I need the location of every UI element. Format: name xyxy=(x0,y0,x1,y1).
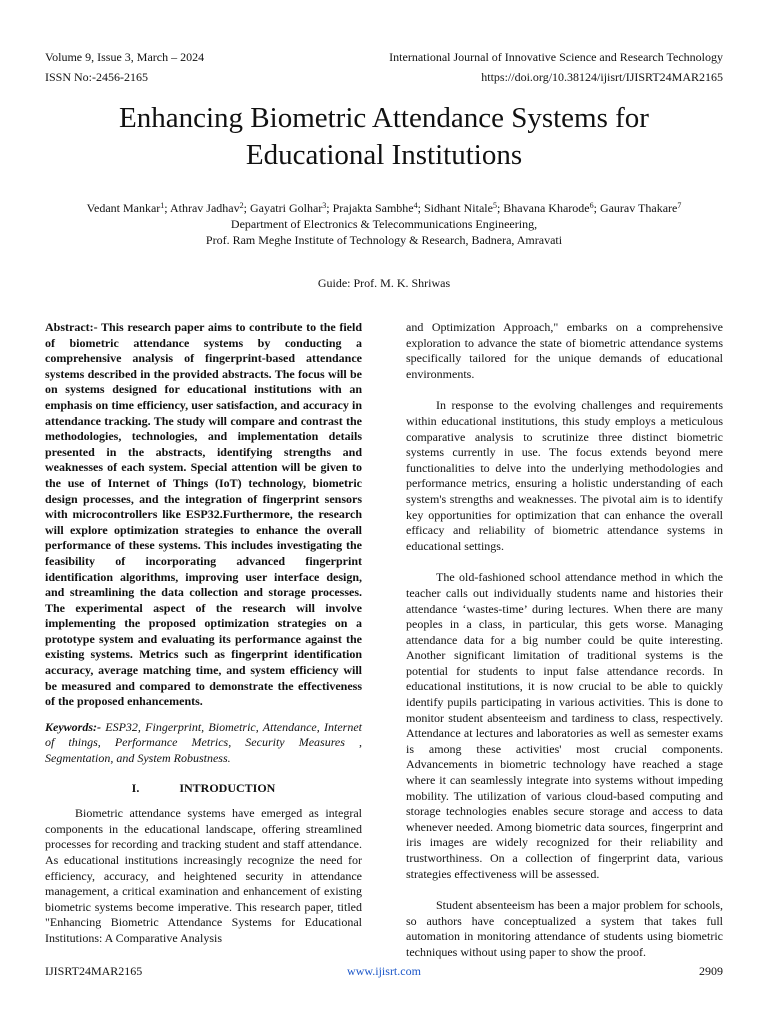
guide: Guide: Prof. M. K. Shriwas xyxy=(317,276,451,290)
abstract: Abstract:- This research paper aims to contribute to the field of biometric attendance systems by conducting a comprehensive analysis of fingerprint-based attendance systems described in the provided abstracts. The focus will be on systems designed for educational institutions with an emphasis on time efficiency, user satisfaction, and accuracy in attendance tracking. The study will compare and contrast the methodologies, technologies, and implementation details presented in the abstracts, identifying strengths and weaknesses of each system. Special attention will be given to the use of Internet of Things (IoT) technology, biometric design processes, and the integration of fingerprint sensors with microcontrollers like ESP32.Furthermore, the research will explore optimization strategies to enhance the overall performance of these systems. This includes investigating the feasibility of incorporating advanced fingerprint identification algorithms, improving user interface design, and streamlining the data collection and storage processes. The experimental aspect of the research will involve implementing the proposed optimization strategies on a prototype system and evaluating its performance against the existing systems. Metrics such as fingerprint identification accuracy, average matching time, and system efficiency will be measured and compared to demonstrate the effectiveness of the proposed enhancements. xyxy=(45,320,362,709)
section-number: I. xyxy=(131,780,140,795)
intro-paragraph: Biometric attendance systems have emerged as integral components in the educational landscape, offering streamlined processes for recording and tracking student and staff attendance. As educational institutions increasingly recognize the need for efficiency, accuracy, and heightened security in attendance management, a critical examination and enhancement of existing biometric systems become imperative. This research paper, titled "Enhancing Biometric Attendance Systems for Educational Institutions: A Comparative Analysis xyxy=(45,806,362,945)
journal-name: International Journal of Innovative Science and Research Technology xyxy=(389,50,723,64)
footer-page-number: 2909 xyxy=(699,964,723,978)
author-block xyxy=(0,200,768,248)
section-title: INTRODUCTION xyxy=(179,780,276,795)
title-line-1: Enhancing Biometric Attendance Systems for xyxy=(119,102,649,134)
department: Department of Electronics & Telecommunications Engineering, xyxy=(230,217,538,231)
author-affiliation-mark: 3 xyxy=(322,201,327,210)
author-affiliation-mark: 2 xyxy=(239,201,244,210)
volume-info: Volume 9, Issue 3, March – 2024 xyxy=(45,50,205,64)
section-heading xyxy=(45,781,362,797)
author-affiliation-mark: 1 xyxy=(160,201,165,210)
title-line-2: Educational Institutions xyxy=(245,139,523,171)
body-paragraph-3: The old-fashioned school attendance method in which the teacher calls out individually students name and histories their attendance ‘wastes-time’ during lectures. When there are many peoples in a class, in particular, this gets worse. Managing attendance data for a big number could be quite interesting. Another significant limitation of traditional systems is the potential for students to input false attendance records. In educational institutions, it is now crucial to be able to quickly identify pupils participating in various activities. This is done to monitor student absenteeism and tardiness to class, respectively. Attendance at lectures and laboratories as well as semester exams is among these activities' most crucial components. Advancements in biometric technology have reached a stage where it can seamlessly integrate into systems without impeding mobility. The utilization of various cloud-based computing and storage technologies enables secure storage and access to data whenever needed. Among biometric data sources, fingerprint and iris images are widely recognized for their reliability and trustworthiness. On a collection of fingerprint data, various strategies effectiveness will be assessed. xyxy=(406,570,723,881)
author-name: Prajakta Sambhe xyxy=(332,201,414,215)
keywords-text: ESP32, Fingerprint, Biometric, Attendance, Internet of things, Performance Metrics, Security Measures , Segmentation, and System Robustness. xyxy=(45,719,362,766)
doi-link[interactable]: https://doi.org/10.38124/ijisrt/IJISRT24MAR2165 xyxy=(481,70,723,84)
body-paragraph-4: Student absenteeism has been a major problem for schools, so authors have conceptualized a system that takes full automation in monitoring attendance of students using biometric techniques without using paper to show the proof. xyxy=(406,898,723,959)
issn: ISSN No:-2456-2165 xyxy=(45,70,149,84)
author-affiliation-mark: 7 xyxy=(677,201,682,210)
author-name: Bhavana Kharode xyxy=(503,201,590,215)
keywords-label: Keywords:- xyxy=(45,719,101,734)
institute: Prof. Ram Meghe Institute of Technology & Research, Badnera, Amravati xyxy=(205,233,563,247)
body-paragraph-2: In response to the evolving challenges and requirements within educational institutions, this study employs a meticulous comparative analysis to scrutinize three distinct biometric systems currently in use. The focus extends beyond mere functionalities to delve into the underlying methodologies and performance metrics, ensuring a holistic understanding of each system's strengths and weaknesses. The pivotal aim is to identify key opportunities for optimization that can enhance the overall efficacy and reliability of biometric attendance systems in educational settings. xyxy=(406,398,723,553)
paper-title xyxy=(0,100,768,174)
author-name: Gayatri Golhar xyxy=(249,201,323,215)
footer-website-link[interactable]: www.ijisrt.com xyxy=(347,964,421,978)
footer-paper-id: IJISRT24MAR2165 xyxy=(45,964,143,978)
author-affiliation-mark: 4 xyxy=(413,201,418,210)
author-name: Gaurav Thakare xyxy=(599,201,678,215)
left-column xyxy=(45,320,362,947)
author-affiliation-mark: 5 xyxy=(492,201,497,210)
right-column xyxy=(406,320,723,961)
author-affiliation-mark: 6 xyxy=(589,201,594,210)
body-paragraph-1: and Optimization Approach," embarks on a comprehensive exploration to advance the state of biometric attendance systems specifically tailored for the unique demands of educational environments. xyxy=(406,320,723,381)
author-name: Sidhant Nitale xyxy=(423,201,493,215)
keywords xyxy=(45,720,362,767)
author-name: Vedant Mankar xyxy=(86,201,161,215)
author-list: Vedant Mankar$^1$; Athrav Jadhav$^2$; Gayatri Golhar$^3$; Prajakta Sambhe$^4$; Sidhant Nitale$^5$; Bhavana Kharode$^6$; Gaurav Thakare$^7$ xyxy=(86,201,682,215)
author-name: Athrav Jadhav xyxy=(169,201,240,215)
